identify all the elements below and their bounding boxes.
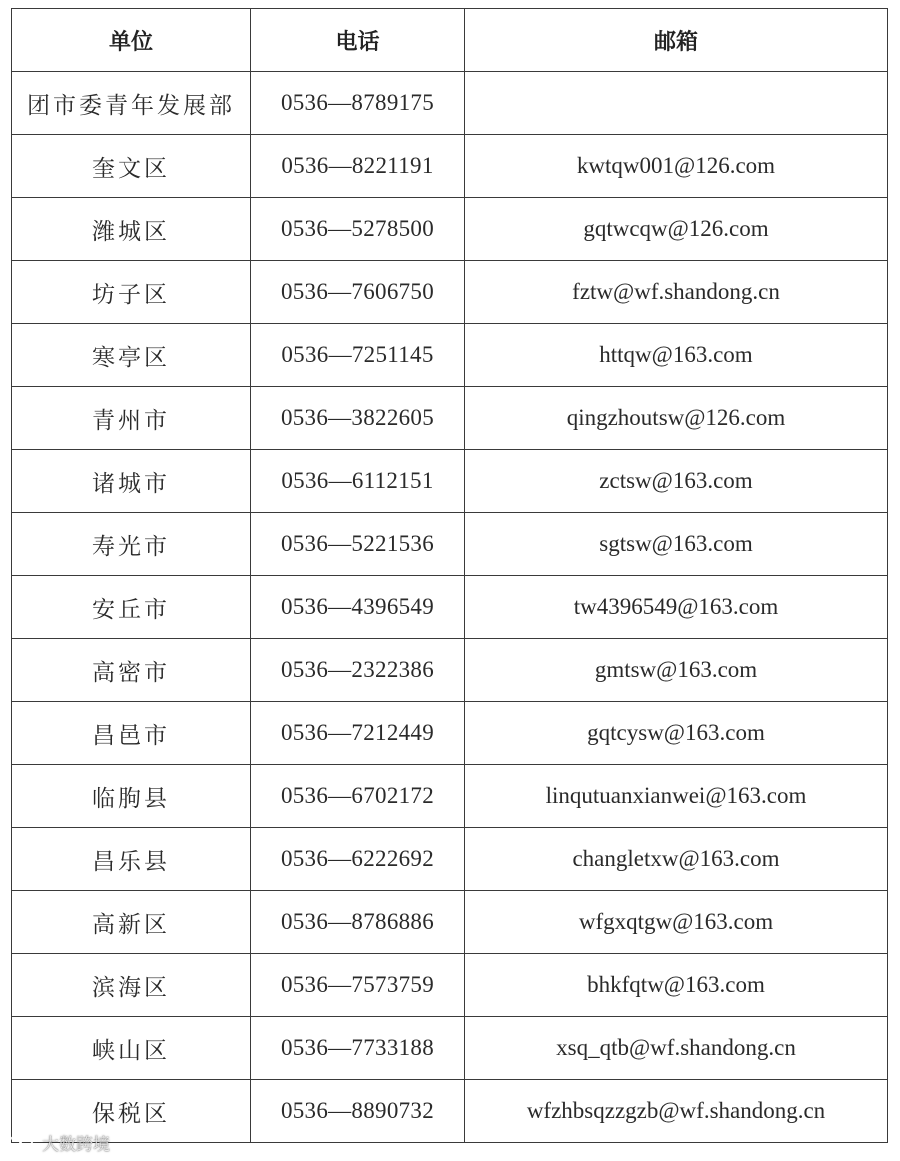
phone-cell: 0536—2322386 — [251, 639, 465, 702]
unit-cell: 安丘市 — [12, 576, 251, 639]
contact-table — [11, 8, 888, 1143]
table-row — [12, 891, 888, 954]
unit-cell: 昌邑市 — [12, 702, 251, 765]
table-row — [12, 576, 888, 639]
phone-cell: 0536—5278500 — [251, 198, 465, 261]
unit-cell: 奎文区 — [12, 135, 251, 198]
unit-cell: 峡山区 — [12, 1017, 251, 1080]
table-row — [12, 450, 888, 513]
phone-cell: 0536—5221536 — [251, 513, 465, 576]
table-row — [12, 639, 888, 702]
unit-cell: 滨海区 — [12, 954, 251, 1017]
email-cell: tw4396549@163.com — [465, 576, 888, 639]
table-header — [12, 9, 888, 72]
unit-cell: 团市委青年发展部 — [12, 72, 251, 135]
unit-cell: 寒亭区 — [12, 324, 251, 387]
header-phone: 电话 — [251, 9, 465, 72]
table-row — [12, 954, 888, 1017]
email-cell: fztw@wf.shandong.cn — [465, 261, 888, 324]
phone-cell: 0536—8789175 — [251, 72, 465, 135]
phone-cell: 0536—8221191 — [251, 135, 465, 198]
email-cell: gmtsw@163.com — [465, 639, 888, 702]
table-row — [12, 513, 888, 576]
phone-cell: 0536—3822605 — [251, 387, 465, 450]
email-cell: linqutuanxianwei@163.com — [465, 765, 888, 828]
table-row — [12, 702, 888, 765]
header-row — [12, 9, 888, 72]
table-row — [12, 324, 888, 387]
phone-cell: 0536—6222692 — [251, 828, 465, 891]
table-row — [12, 387, 888, 450]
email-cell: changletxw@163.com — [465, 828, 888, 891]
unit-cell: 昌乐县 — [12, 828, 251, 891]
table-row — [12, 765, 888, 828]
table-row — [12, 135, 888, 198]
phone-cell: 0536—8890732 — [251, 1080, 465, 1143]
phone-cell: 0536—4396549 — [251, 576, 465, 639]
phone-cell: 0536—7733188 — [251, 1017, 465, 1080]
unit-cell: 高密市 — [12, 639, 251, 702]
phone-cell: 0536—7212449 — [251, 702, 465, 765]
watermark-text: 大数跨境 — [42, 1135, 110, 1155]
unit-cell: 临朐县 — [12, 765, 251, 828]
email-cell: wfzhbsqzzgzb@wf.shandong.cn — [465, 1080, 888, 1143]
unit-cell: 高新区 — [12, 891, 251, 954]
email-cell: httqw@163.com — [465, 324, 888, 387]
unit-cell: 潍城区 — [12, 198, 251, 261]
unit-cell: 寿光市 — [12, 513, 251, 576]
watermark — [6, 1130, 110, 1155]
unit-cell: 保税区 — [12, 1080, 251, 1143]
phone-cell: 0536—6702172 — [251, 765, 465, 828]
table-body — [12, 72, 888, 1143]
brand-logo-icon — [6, 1133, 36, 1153]
table-row — [12, 828, 888, 891]
unit-cell: 青州市 — [12, 387, 251, 450]
phone-cell: 0536—7573759 — [251, 954, 465, 1017]
email-cell: bhkfqtw@163.com — [465, 954, 888, 1017]
unit-cell: 诸城市 — [12, 450, 251, 513]
header-unit: 单位 — [12, 9, 251, 72]
header-email: 邮箱 — [465, 9, 888, 72]
table-row — [12, 198, 888, 261]
table-row — [12, 261, 888, 324]
table-row — [12, 1080, 888, 1143]
email-cell: wfgxqtgw@163.com — [465, 891, 888, 954]
email-cell — [465, 72, 888, 135]
email-cell: kwtqw001@126.com — [465, 135, 888, 198]
email-cell: xsq_qtb@wf.shandong.cn — [465, 1017, 888, 1080]
email-cell: sgtsw@163.com — [465, 513, 888, 576]
phone-cell: 0536—7606750 — [251, 261, 465, 324]
table-row — [12, 1017, 888, 1080]
phone-cell: 0536—8786886 — [251, 891, 465, 954]
phone-cell: 0536—6112151 — [251, 450, 465, 513]
table-row — [12, 72, 888, 135]
unit-cell: 坊子区 — [12, 261, 251, 324]
phone-cell: 0536—7251145 — [251, 324, 465, 387]
email-cell: qingzhoutsw@126.com — [465, 387, 888, 450]
email-cell: zctsw@163.com — [465, 450, 888, 513]
email-cell: gqtwcqw@126.com — [465, 198, 888, 261]
email-cell: gqtcysw@163.com — [465, 702, 888, 765]
